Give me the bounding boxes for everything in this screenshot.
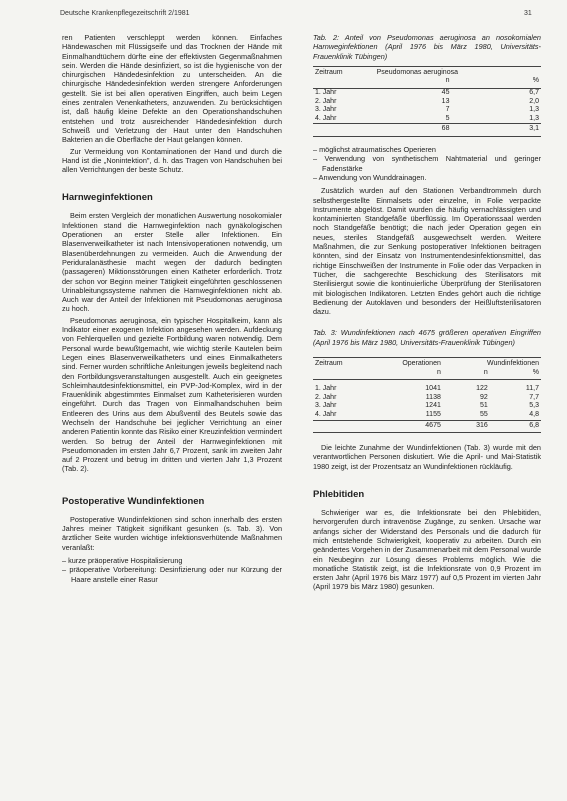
table-cell: 1. Jahr	[315, 89, 337, 97]
paragraph-harn-2: Pseudomonas aeruginosa, ein typischer Hospitalkeim, kann als Indikator einer exogenen Infektion angesehen werden. Aufdeckung von Fehlerquellen und gezielte Fortbildung waren notwendig. Dem Personal wurde bewußtgemacht, wie wichtig sterile Kautelen beim Legen eines Blasenverweilkatheters und eines Einmalkatheters sind. Ferner wurden schriftliche Anleitungen jeweils begleitend nach den Fortbildungsveranstaltungen ausgestellt. Auch ein geeignetes Schleimhautdesinfektionsmittel, ein PVP-Jod-Komplex, wird in der Frauenklinik abgestimmtes Einmalset zum Katheterisieren wurden eingeführt. Durch das Tragen von Einmalhandschuhen beim Entleeren des Urins aus dem Abußventil des Beutels sowie das Wechseln der Handschuhe bei jeglicher Verrichtung an einer anderen Patientin konnte das Risiko einer Kreuzinfektion vermindert werden. So betrug der Anteil der Harnweginfektionen mit Pseudomonaden im ersten Jahr 6,7 Prozent, sank im zweiten Jahr auf 2 Prozent und betrug im dritten und vierten Jahr 1,3 Prozent (Tab. 2).	[62, 315, 282, 474]
table-header: n	[443, 369, 490, 380]
table-total-row	[313, 420, 541, 433]
table-row	[313, 98, 541, 107]
table-header: Operationen	[368, 357, 442, 368]
table-cell: 2. Jahr	[315, 393, 337, 401]
table-cell: 1041	[425, 385, 441, 393]
right-column	[313, 33, 541, 594]
table-cell: 5,3	[529, 402, 539, 410]
table-row	[313, 89, 541, 98]
table-cell: 4675	[368, 420, 442, 433]
paragraph-phlebitiden: Schwieriger war es, die Infektionsrate bei den Phlebitiden, hervorgerufen durch intravenöse Zugänge, zu senken. Ursache war anfangs sicher der Widerstand des Personals und die dadurch für mich entstehende Schwierigkeit, kooperativ zu arbeiten. Durch ein geändertes Vorgehen in der Zusammenarbeit mit dem Personal wurde ein Neubeginn zur Lösung dieses Problems möglich. Wie die monatliche Statistik zeigt, ist die Infektionsrate von 0,9 Prozent im ersten Jahr (April 1976 bis März 1977) auf 0,5 Prozent im vierten Jahr (April 1979 bis März 1980) gesunken.	[313, 508, 541, 592]
table-cell: 13	[441, 97, 450, 105]
table-cell: 1241	[425, 402, 441, 410]
table-cell: 2,0	[529, 97, 539, 105]
table-cell: 68	[375, 124, 452, 137]
table-header: %	[451, 77, 541, 88]
table-row	[313, 402, 541, 411]
list-item: – kurze präoperative Hospitalisierung	[62, 555, 183, 565]
heading-harnweginfektionen: Harnweginfektionen	[62, 192, 153, 204]
paragraph-result: Die leichte Zunahme der Wundinfektionen (Tab. 3) wurde mit den verantwortlichen Personen diskutiert. Wie die April- und Mai-Statistik 1980 zeigt, ist der Prozentsatz an Wundinfektionen rückläufig.	[313, 443, 541, 471]
table-cell: 6,8	[490, 420, 541, 433]
table-cell: 1155	[425, 410, 441, 418]
table-cell: 7,7	[529, 393, 539, 401]
table-cell: 45	[441, 89, 450, 97]
list-item: – Anwendung von Wunddrainagen.	[313, 172, 427, 182]
heading-postoperative-wundinfektionen: Postoperative Wundinfektionen	[62, 495, 205, 507]
paragraph-postoperative: Postoperative Wundinfektionen sind schon innerhalb des ersten Jahres meiner Tätigkeit signifikant gesunken (s. Tab. 3). Von ärztlicher Seite wurden wichtige infektionsverhütende Maßnahmen veranlaßt:	[62, 514, 282, 552]
list-item: – präoperative Vorbereitung: Desinfizierung oder nur Kürzung der Haare anstelle einer Rasur	[62, 565, 282, 584]
table-header: Zeitraum	[313, 357, 368, 368]
table-cell: 2. Jahr	[315, 97, 337, 105]
list-item: – Verwendung von synthetischem Nahtmaterial und geringer Fadenstärke	[313, 154, 541, 173]
table-cell: 122	[476, 385, 488, 393]
table-header: %	[490, 369, 541, 380]
paragraph-sterile-supplies: Zusätzlich wurden auf den Stationen Verbandtrommeln durch selbsthergestellte Einmalsets oder einzelne, in Folie verpackte Instrumente abgelöst. Damit wurden die häufig vernachlässigten und kontaminierten Standgefäße überflüssig. Im Operationssaal werden noch Standgefäße benötigt; die nach jeder Operation gegen ein neues, steriles Standgefäß ausgewechselt werden. Weitere Maßnahmen, die zur Senkung postoperativer Infektionen beitragen könnten, sind der Einsatz von Instrumentendesinfektionsmittel, das richtige Einschweißen der Instrumente in Folie oder das Verpacken in Tücher, die sachgerechte Beschickung des Sterilisators mit Sterilisiergut sowie die kontinuierliche Überprüfung der Sterilisatoren mit biologischen Indikatoren. Letzten Endes gehört auch die richtige Bedienung der Autoklaven und besonders der Heißluftsterilisatoren dazu.	[313, 186, 541, 317]
table-cell: 3. Jahr	[315, 402, 337, 410]
paragraph-harn-1: Beim ersten Vergleich der monatlichen Auswertung nosokomialer Infektionen stand die Harnweginfektion nach gynäkologischen Operationen an erster Stelle aller Infektionen. Ein Blasenverweilkatheter ist nach Intensivoperationen notwendig, um Blasenüberdehnungen zu vermeiden. Auch die Anwendung der Periduralanästhesie macht wegen der dadurch bedingten (passageren) Miktionsstörungen einen Katheter erforderlich. Trotz der schon vor Beginn meiner Tätigkeit eingeführten geschlossenen Urinableitungssysteme nahmen die Harnweginfektionen nicht ab. Auch war der Anteil der Infektionen mit Pseudomonas aeruginosa zu hoch.	[62, 211, 282, 314]
table-cell: 1,3	[529, 114, 539, 122]
measures-list-left	[62, 556, 282, 584]
running-head: Deutsche Krankenpflegezeitschrift 2/1981	[60, 10, 190, 17]
table-header: n	[368, 369, 442, 380]
table-cell: 92	[479, 393, 488, 401]
table-2	[313, 66, 541, 137]
table-header: n	[375, 77, 452, 88]
table-cell: 4,8	[529, 410, 539, 418]
table-cell: 51	[479, 402, 488, 410]
table-cell: 1138	[425, 393, 441, 401]
table-cell: 6,7	[529, 89, 539, 97]
measures-list-right	[313, 145, 541, 182]
left-column	[62, 33, 282, 588]
table-cell: 11,7	[525, 385, 539, 393]
table-cell: 5	[445, 114, 450, 122]
table-row	[313, 106, 541, 115]
page-number: 31	[524, 10, 532, 17]
table-2-caption: Tab. 2: Anteil von Pseudomonas aeruginosa an nosokomialen Harnweginfektionen (April 1976 bis März 1980, Universitäts-Frauenklinik Tübingen)	[313, 33, 541, 61]
table-cell: 4. Jahr	[315, 410, 337, 418]
table-cell: 1. Jahr	[315, 385, 337, 393]
table-cell: 3. Jahr	[315, 106, 337, 114]
table-cell: 316	[443, 420, 490, 433]
table-row	[313, 385, 541, 394]
table-3-caption: Tab. 3: Wundinfektionen nach 4675 größeren operativen Eingriffen (April 1976 bis März 1980, Universitäts-Frauenklinik Tübingen)	[313, 328, 541, 347]
table-header: Wundinfektionen	[443, 357, 541, 368]
list-item: – möglichst atraumatisches Operieren	[313, 145, 436, 155]
table-cell: 1,3	[529, 106, 539, 114]
table-header: Pseudomonas aeruginosa	[375, 66, 541, 77]
table-cell: 3,1	[451, 124, 541, 137]
table-cell: 55	[479, 410, 488, 418]
table-cell: 7	[445, 106, 450, 114]
paragraph-intro: ren Patienten verschleppt werden können. Einfaches Händewaschen mit Flüssigseife und das Trocknen der Hände mit Einmalhandtüchern dürfte eine der effektivsten Gegenmaßnahmen sein. Werden die Hände desinfiziert, so ist die hygienische von der chirurgischen Händedesinfektion zu unterscheiden. An die chirurgische Händedesinfektion werden strengere Anforderungen gestellt. Sie ist bei allen operativen Eingriffen, auch beim Legen eines zentralen Venenkatheters, anzuwenden. Zu berücksichtigen ist, daß häufig kleine Defekte an den Operationshandschuhen entstehen und trotz ausreichender Händedesinfektion durch Schweiß und Verletzung der Haut unter den Handschuhen Bakterien an die Oberfläche der Haut gelangen können.	[62, 33, 282, 145]
table-3	[313, 357, 541, 433]
heading-phlebitiden: Phlebitiden	[313, 489, 365, 501]
table-row	[313, 115, 541, 124]
table-row	[313, 394, 541, 403]
table-total-row	[313, 124, 541, 137]
table-header: Zeitraum	[313, 66, 375, 77]
paragraph-intro-2: Zur Vermeidung von Kontaminationen der Hand und durch die Hand ist die „Nonintektion", d. h. das Tragen von Handschuhen bei allen Verrichtungen der beste Schutz.	[62, 146, 282, 175]
table-row	[313, 411, 541, 420]
table-cell: 4. Jahr	[315, 114, 337, 122]
